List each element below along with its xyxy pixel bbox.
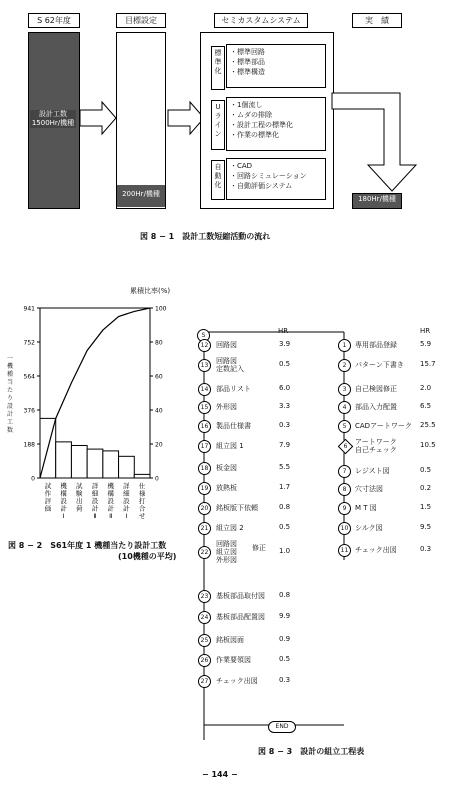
list-item: ・自動評価システム	[230, 182, 293, 190]
step-hours: 1.5	[420, 503, 432, 511]
y2-tick-label: 40	[155, 407, 163, 415]
group-label-text: 自動化	[214, 163, 222, 189]
y-tick-label: 941	[23, 305, 35, 313]
category-label: 出	[76, 497, 83, 505]
process-row-left	[198, 482, 211, 494]
y2-tick-label: 60	[155, 373, 163, 381]
step-number: 8	[338, 483, 351, 496]
step-label: 回路図 定数記入	[216, 357, 244, 373]
category-label: 機	[107, 482, 114, 490]
step-number: 27	[198, 675, 211, 688]
step-number: 1	[338, 339, 351, 352]
step-label: 板金図	[216, 464, 237, 472]
step-label: チェック出図	[355, 546, 397, 554]
list-item: ・回路シミュレーション	[230, 172, 307, 180]
category-label: 試	[76, 482, 83, 490]
bar	[71, 445, 87, 478]
step-number: 12	[198, 339, 211, 352]
group-label-text: Uライン	[214, 103, 222, 138]
step-label: パターン下書き	[355, 361, 404, 369]
step-number: 17	[198, 440, 211, 453]
y-tick-label: 564	[23, 373, 35, 381]
figure-8-2-caption-sub: (10機種の平均)	[118, 552, 177, 561]
step-label: 放熱板	[216, 484, 237, 492]
step-label: 穴寸法図	[355, 485, 383, 493]
actual-bar-text: 180Hr/機種	[358, 195, 396, 203]
category-label: 設	[123, 497, 130, 505]
step-number: 24	[198, 611, 211, 624]
step-hours: 0.5	[420, 466, 432, 474]
step-hours: 0.5	[279, 655, 291, 663]
category-label: 機	[60, 482, 67, 490]
list-item: ・ムダの排除	[230, 111, 272, 119]
step-label: 製品仕様書	[216, 422, 251, 430]
bar	[119, 456, 135, 478]
step-number: 10	[338, 522, 351, 535]
category-label: 詳	[91, 482, 99, 490]
category-label: 打	[138, 497, 146, 505]
process-row-left	[198, 383, 211, 395]
bar	[103, 451, 119, 478]
step-hours: 6.0	[279, 384, 291, 392]
step-number: 4	[338, 401, 351, 414]
step-number: 7	[338, 465, 351, 478]
step-number: 14	[198, 383, 211, 396]
category-label: 荷	[76, 504, 83, 513]
category-label: 設	[91, 497, 99, 505]
category-label: 試	[44, 482, 52, 490]
step-number: 26	[198, 654, 211, 667]
step-label: 組立図 2	[216, 524, 244, 532]
step-number: 9	[338, 502, 351, 515]
process-row-right	[338, 483, 351, 495]
step-hours: 2.0	[420, 384, 432, 392]
step-hours: 0.8	[279, 591, 291, 599]
step-label: 基板部品配置図	[216, 613, 265, 621]
process-row-left	[198, 634, 211, 646]
list-item: ・標準部品	[230, 58, 265, 66]
step-number: 19	[198, 482, 211, 495]
step-label: 銘板図面	[216, 636, 244, 644]
y2-tick-label: 80	[155, 339, 163, 347]
step-number: 18	[198, 462, 211, 475]
process-row-right	[338, 465, 351, 477]
process-row-left	[198, 675, 211, 687]
step-hours: 0.2	[420, 484, 432, 492]
category-label: Ⅱ	[109, 512, 113, 520]
step-label: チェック出図	[216, 677, 258, 685]
end-node	[268, 721, 296, 733]
category-label: 構	[60, 489, 67, 498]
step-hours: 0.9	[279, 635, 291, 643]
step-label: 回路図	[216, 341, 237, 349]
figure-8-1-caption: 図 8 − 1 設計工数短縮活動の流れ	[140, 232, 271, 241]
figure-8-3-caption: 図 8 − 3 設計の組立工程表	[258, 747, 365, 756]
step-label: 部品リスト	[216, 385, 251, 393]
category-label: 験	[76, 489, 83, 498]
process-row-left	[198, 359, 211, 371]
process-row-right	[338, 502, 351, 514]
process-row-right	[338, 383, 351, 395]
step-number: 16	[198, 420, 211, 433]
step-number: 13	[198, 359, 211, 372]
y-tick-label: 376	[23, 407, 35, 415]
bar	[134, 474, 150, 478]
category-label: 構	[107, 489, 114, 498]
step-label: 銘板版下依頼	[216, 504, 258, 512]
step-hours: 1.7	[279, 483, 291, 491]
pareto-chart	[0, 295, 180, 535]
hr-label-right: HR	[420, 327, 431, 335]
bar	[87, 449, 103, 478]
hr-label-left: HR	[278, 327, 289, 335]
process-row-right	[338, 339, 351, 351]
step-label: 回路図 組立図 外形図	[216, 540, 237, 564]
process-row-right	[338, 401, 351, 413]
process-row-left	[198, 502, 211, 514]
category-label: 設	[60, 497, 67, 505]
step-hours: 6.5	[420, 402, 432, 410]
process-row-right	[338, 420, 351, 432]
step-hours: 3.3	[279, 402, 291, 410]
process-row-left	[198, 440, 211, 452]
step-hours: 7.9	[279, 441, 291, 449]
category-label: 評	[44, 497, 52, 505]
step-label: 専用部品登録	[355, 341, 397, 349]
y2-tick-label: 20	[155, 441, 163, 449]
step-hours: 0.3	[279, 676, 291, 684]
category-label: せ	[138, 512, 146, 520]
arrow-right-icon	[78, 100, 118, 136]
process-row-left	[198, 401, 211, 413]
category-label: 価	[44, 504, 52, 513]
step-hours: 10.5	[420, 441, 436, 449]
y-tick-label: 752	[23, 339, 35, 347]
step-label: M T 図	[355, 504, 377, 512]
step-hours: 0.5	[279, 523, 291, 531]
category-label: 仕	[138, 482, 146, 490]
s62-bar-text: 設計工数 1500Hr/機種	[31, 110, 75, 127]
step-label: 部品入力配置	[355, 403, 397, 411]
process-row-left	[198, 546, 211, 558]
step-label: アートワーク 自己チェック	[355, 438, 397, 454]
category-label: 設	[107, 497, 114, 505]
group-items-uline	[230, 100, 293, 140]
step-hours: 0.3	[420, 545, 432, 553]
step-hours: 5.5	[279, 463, 291, 471]
process-row-right	[338, 440, 353, 452]
category-label: 計	[60, 504, 67, 513]
step-hours: 9.9	[279, 612, 291, 620]
category-label: Ⅰ	[62, 512, 65, 520]
category-label: 作	[44, 489, 52, 498]
group-items-standardization	[230, 47, 265, 77]
system-header: セミカスタムシステム	[214, 13, 308, 28]
chart-right-axis-title: 累積比率(%)	[130, 287, 171, 295]
list-item: ・作業の標準化	[230, 131, 279, 139]
list-item: ・標準構造	[230, 68, 265, 76]
step-note: 修正	[252, 544, 266, 552]
step-hours: 5.9	[420, 340, 432, 348]
step-label: 基板部品取付図	[216, 592, 265, 600]
y-tick-label: 0	[31, 475, 35, 483]
step-label: 自己検図修正	[355, 385, 397, 393]
step-number: 3	[338, 383, 351, 396]
step-hours: 0.3	[279, 421, 291, 429]
step-number: 23	[198, 590, 211, 603]
step-number: 25	[198, 634, 211, 647]
y2-tick-label: 100	[155, 305, 167, 313]
process-row-left	[198, 420, 211, 432]
process-row-left	[198, 654, 211, 666]
list-item: ・1個流し	[230, 101, 263, 109]
group-label-text: 標準化	[214, 49, 222, 75]
s62-header: S 62年度	[28, 13, 80, 28]
category-label: 細	[91, 489, 99, 498]
list-item: ・標準回路	[230, 48, 265, 56]
process-row-right	[338, 359, 351, 371]
category-label: 計	[91, 504, 99, 513]
y2-tick-label: 0	[155, 475, 159, 483]
actual-header: 実 績	[352, 13, 402, 28]
category-label: 様	[138, 489, 146, 498]
category-label: 詳	[123, 482, 130, 490]
step-hours: 0.8	[279, 503, 291, 511]
process-row-left	[198, 339, 211, 351]
target-bar	[116, 32, 166, 209]
step-hours: 9.5	[420, 523, 432, 531]
group-label-automation	[211, 160, 225, 200]
group-items-automation	[230, 161, 307, 191]
step-label: 外形図	[216, 403, 237, 411]
target-bar-text: 200Hr/機種	[122, 190, 160, 198]
category-label: Ⅱ	[93, 512, 97, 520]
figure-8-2-caption: 図 8 − 2 S61年度 1 機種当たり設計工数	[8, 541, 167, 550]
process-row-left	[198, 522, 211, 534]
step-number: 21	[198, 522, 211, 535]
step-number	[338, 438, 354, 454]
step-hours: 3.9	[279, 340, 291, 348]
end-label: END	[275, 723, 289, 730]
page-number: − 144 −	[202, 770, 238, 779]
step-number-text: 6	[343, 442, 348, 450]
chart-left-axis-title-text: 一機種当たり設計工数	[7, 355, 14, 434]
step-label: レジスト図	[355, 467, 390, 475]
category-label: 計	[123, 504, 130, 513]
step-hours: 15.7	[420, 360, 436, 368]
step-number: 20	[198, 502, 211, 515]
step-number: 5	[338, 420, 351, 433]
step-number: 2	[338, 359, 351, 372]
step-number: 15	[198, 401, 211, 414]
process-row-left	[198, 462, 211, 474]
step-label: 組立図 1	[216, 442, 244, 450]
process-row-right	[338, 544, 351, 556]
step-hours: 1.0	[279, 547, 291, 555]
group-label-uline	[211, 100, 225, 150]
process-row-right	[338, 522, 351, 534]
step-number: 11	[338, 544, 351, 557]
target-header: 目標設定	[116, 13, 166, 28]
category-label: 細	[123, 489, 130, 498]
bar	[56, 442, 72, 478]
category-label: Ⅰ	[125, 512, 128, 520]
list-item: ・CAD	[230, 162, 253, 170]
step-hours: 25.5	[420, 421, 436, 429]
group-label-standardization	[211, 46, 225, 90]
step-label: CADアートワーク	[355, 422, 412, 430]
step-number: 22	[198, 546, 211, 559]
bent-arrow-icon	[330, 85, 430, 195]
step-hours: 0.5	[279, 360, 291, 368]
process-row-left	[198, 611, 211, 623]
list-item: ・設計工程の標準化	[230, 121, 293, 129]
step-label: シルク図	[355, 524, 383, 532]
step-label: 作業要領図	[216, 656, 251, 664]
category-label: 計	[107, 504, 114, 513]
process-row-left	[198, 590, 211, 602]
y-tick-label: 188	[23, 441, 35, 449]
start-label: S	[197, 329, 210, 342]
category-label: 合	[138, 504, 146, 513]
